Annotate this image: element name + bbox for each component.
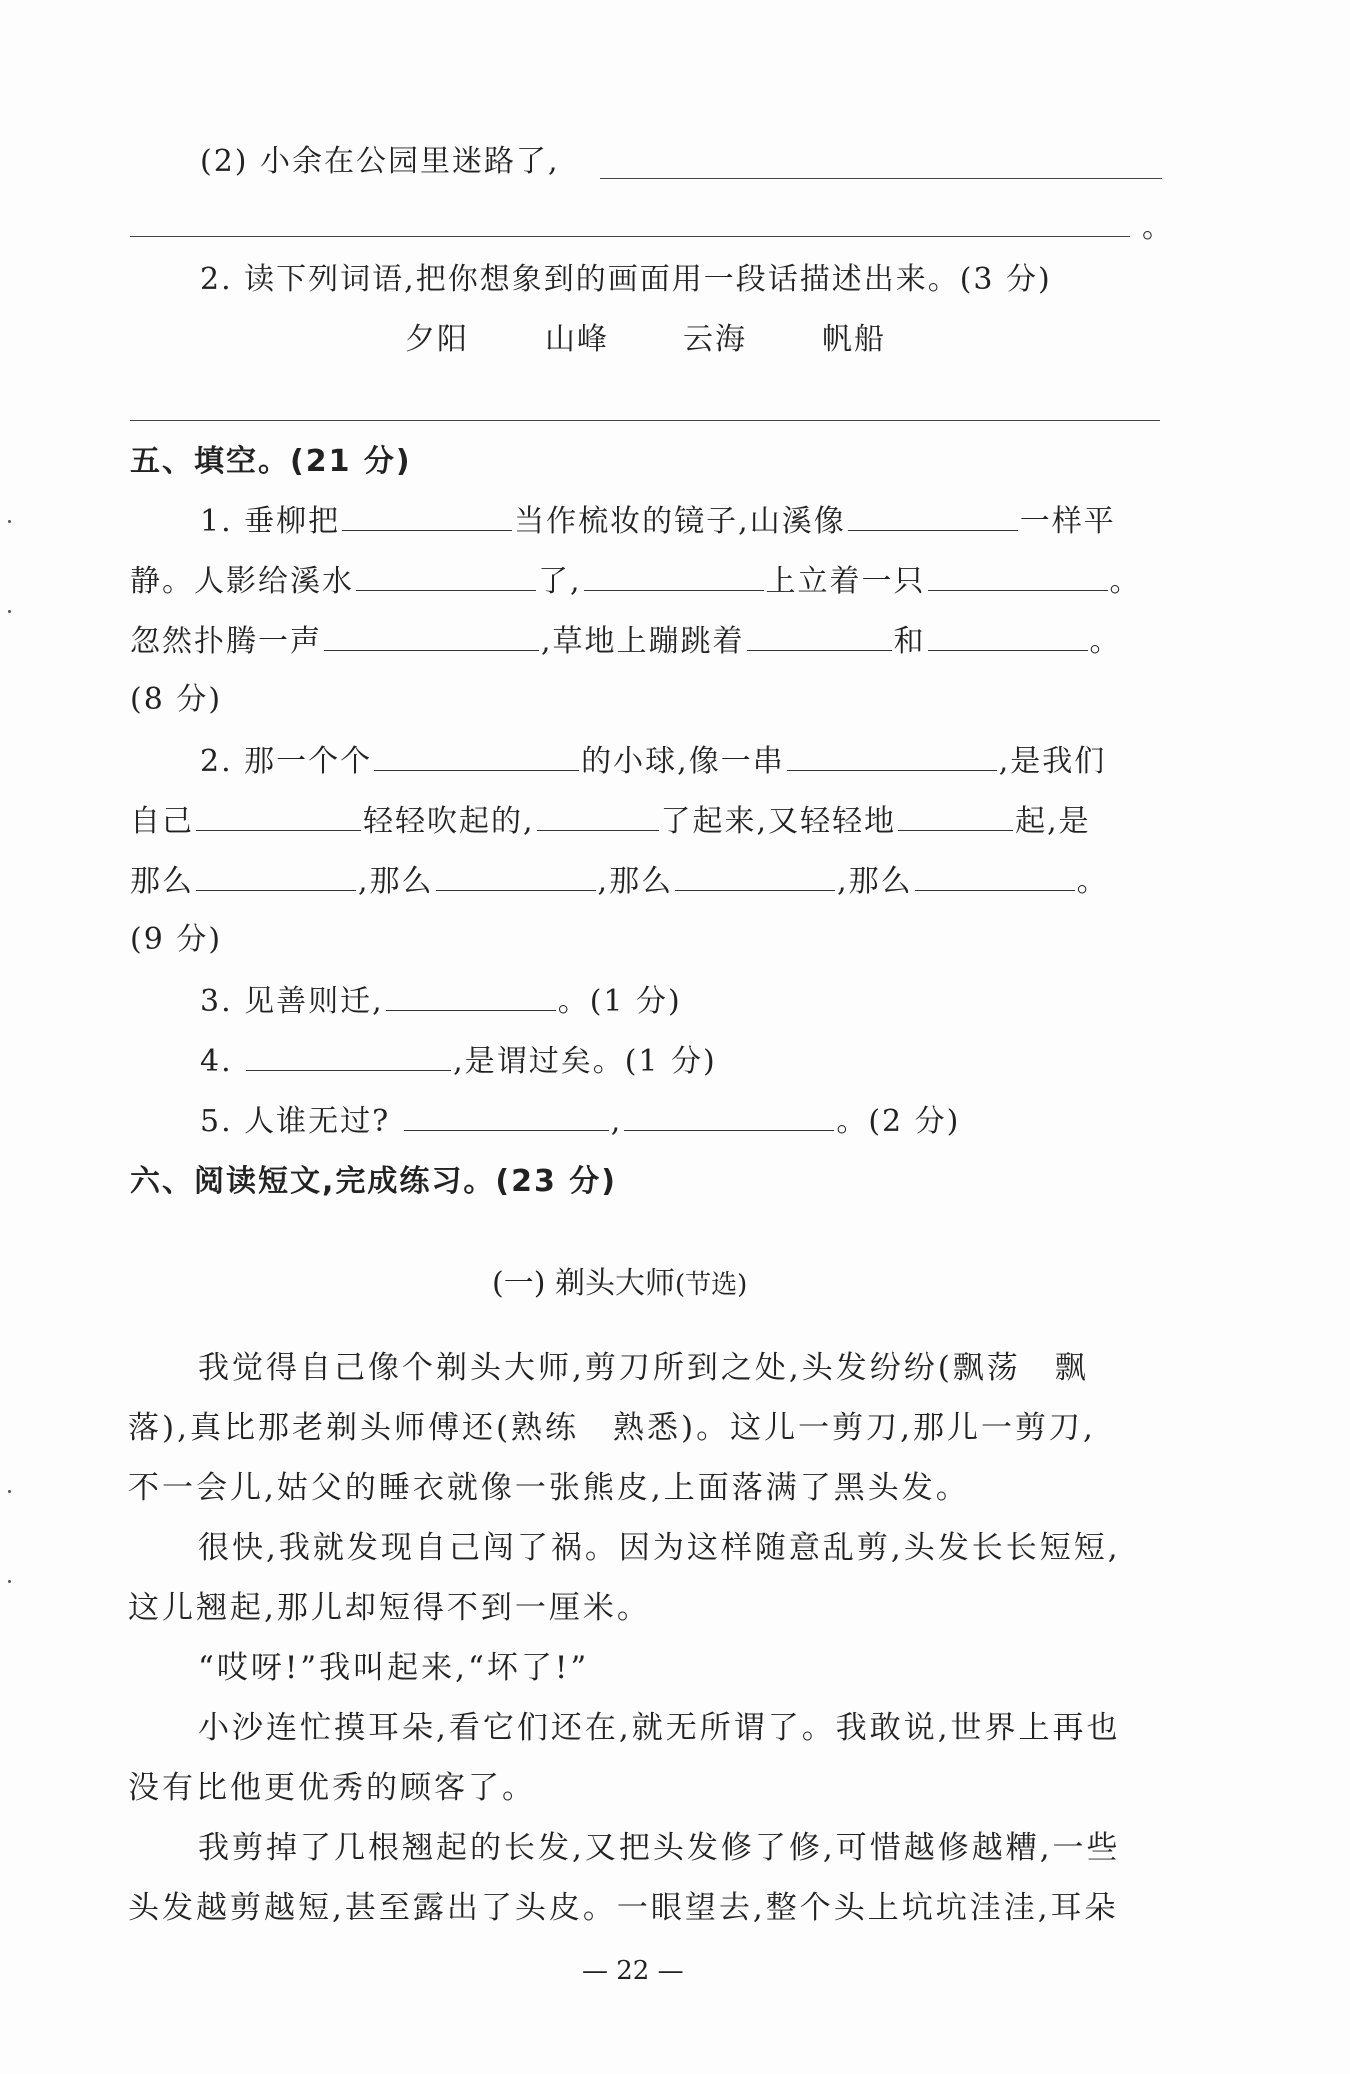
passage-line-3: 不一会儿,姑父的睡衣就像一张熊皮,上面落满了黑头发。: [128, 1470, 970, 1506]
fill-blank[interactable]: [747, 618, 892, 651]
margin-dot: [8, 1490, 11, 1493]
period: 。: [1142, 210, 1174, 245]
fill-blank[interactable]: [928, 558, 1108, 591]
answer-line[interactable]: [130, 420, 1160, 421]
fill-blank[interactable]: [386, 978, 556, 1011]
fill-blank[interactable]: [196, 798, 361, 831]
passage-line-4: 很快,我就发现自己闯了祸。因为这样随意乱剪,头发长长短短,: [198, 1530, 1121, 1566]
s5-q1-line3: 忽然扑腾一声 ,草地上蹦跳着 和 。: [130, 618, 1122, 664]
answer-line[interactable]: [130, 236, 1130, 237]
margin-dot: [8, 1580, 11, 1583]
word-3: 云海: [683, 322, 747, 357]
fill-blank[interactable]: [584, 558, 764, 591]
s5-q2-score: (9 分): [130, 922, 223, 957]
s5-q2-line1: 2. 那一个个 的小球,像一串 ,是我们: [200, 738, 1106, 784]
fill-blank[interactable]: [537, 798, 659, 831]
s5-q2-line2: 自己 轻轻吹起的, 了起来,又轻轻地 起,是: [130, 798, 1091, 844]
word-1: 夕阳: [405, 322, 469, 357]
fill-blank[interactable]: [342, 498, 512, 531]
passage-line-5: 这儿翘起,那儿却短得不到一厘米。: [128, 1590, 651, 1626]
s5-q1-line2: 静。人影给溪水 了, 上立着一只 。: [130, 558, 1142, 604]
section5-heading: 五、填空。(21 分): [130, 444, 412, 479]
passage-title: (一) 剃头大师(节选): [492, 1266, 748, 1301]
fill-blank[interactable]: [848, 498, 1018, 531]
page-number: — 22 —: [582, 1956, 684, 1986]
passage-line-2: 落),真比那老剃头师傅还(熟练 熟悉)。这儿一剪刀,那儿一剪刀,: [128, 1410, 1096, 1446]
word-2: 山峰: [545, 322, 609, 357]
s5-q5: 5. 人谁无过? , 。(2 分): [200, 1098, 960, 1144]
fill-blank[interactable]: [324, 618, 539, 651]
s5-q4: 4. ,是谓过矣。(1 分): [200, 1038, 717, 1084]
word-4: 帆船: [822, 322, 886, 357]
passage-line-9: 我剪掉了几根翘起的长发,又把头发修了修,可惜越修越糟,一些: [198, 1830, 1121, 1866]
passage-line-6: “哎呀!”我叫起来,“坏了!”: [198, 1650, 590, 1686]
q4-question-2: 2. 读下列词语,把你想象到的画面用一段话描述出来。(3 分): [200, 262, 1052, 297]
s5-q1-line1: 1. 垂柳把 当作梳妆的镜子,山溪像 一样平: [200, 498, 1116, 544]
answer-line[interactable]: [600, 178, 1162, 179]
s5-q2-line3: 那么 ,那么 ,那么 ,那么 。: [130, 858, 1109, 904]
fill-blank[interactable]: [624, 1098, 834, 1131]
passage-line-1: 我觉得自己像个剃头大师,剪刀所到之处,头发纷纷(飘荡 飘: [198, 1350, 1089, 1386]
section6-heading: 六、阅读短文,完成练习。(23 分): [130, 1164, 618, 1199]
passage-line-7: 小沙连忙摸耳朵,看它们还在,就无所谓了。我敢说,世界上再也: [198, 1710, 1121, 1746]
s5-q3: 3. 见善则迁, 。(1 分): [200, 978, 682, 1024]
fill-blank[interactable]: [246, 1038, 451, 1071]
passage-line-10: 头发越剪越短,甚至露出了头皮。一眼望去,整个头上坑坑洼洼,耳朵: [128, 1890, 1119, 1926]
fill-blank[interactable]: [928, 618, 1088, 651]
passage-line-8: 没有比他更优秀的顾客了。: [128, 1770, 536, 1806]
fill-blank[interactable]: [915, 858, 1075, 891]
fill-blank[interactable]: [196, 858, 356, 891]
fill-blank[interactable]: [787, 738, 997, 771]
fill-blank[interactable]: [374, 738, 579, 771]
margin-dot: [8, 610, 11, 613]
fill-blank[interactable]: [898, 798, 1013, 831]
margin-dot: [8, 520, 11, 523]
q4-item2: (2) 小余在公园里迷路了,: [200, 144, 560, 179]
fill-blank[interactable]: [356, 558, 536, 591]
fill-blank[interactable]: [404, 1098, 609, 1131]
fill-blank[interactable]: [436, 858, 596, 891]
s5-q1-score: (8 分): [130, 682, 223, 717]
fill-blank[interactable]: [675, 858, 835, 891]
